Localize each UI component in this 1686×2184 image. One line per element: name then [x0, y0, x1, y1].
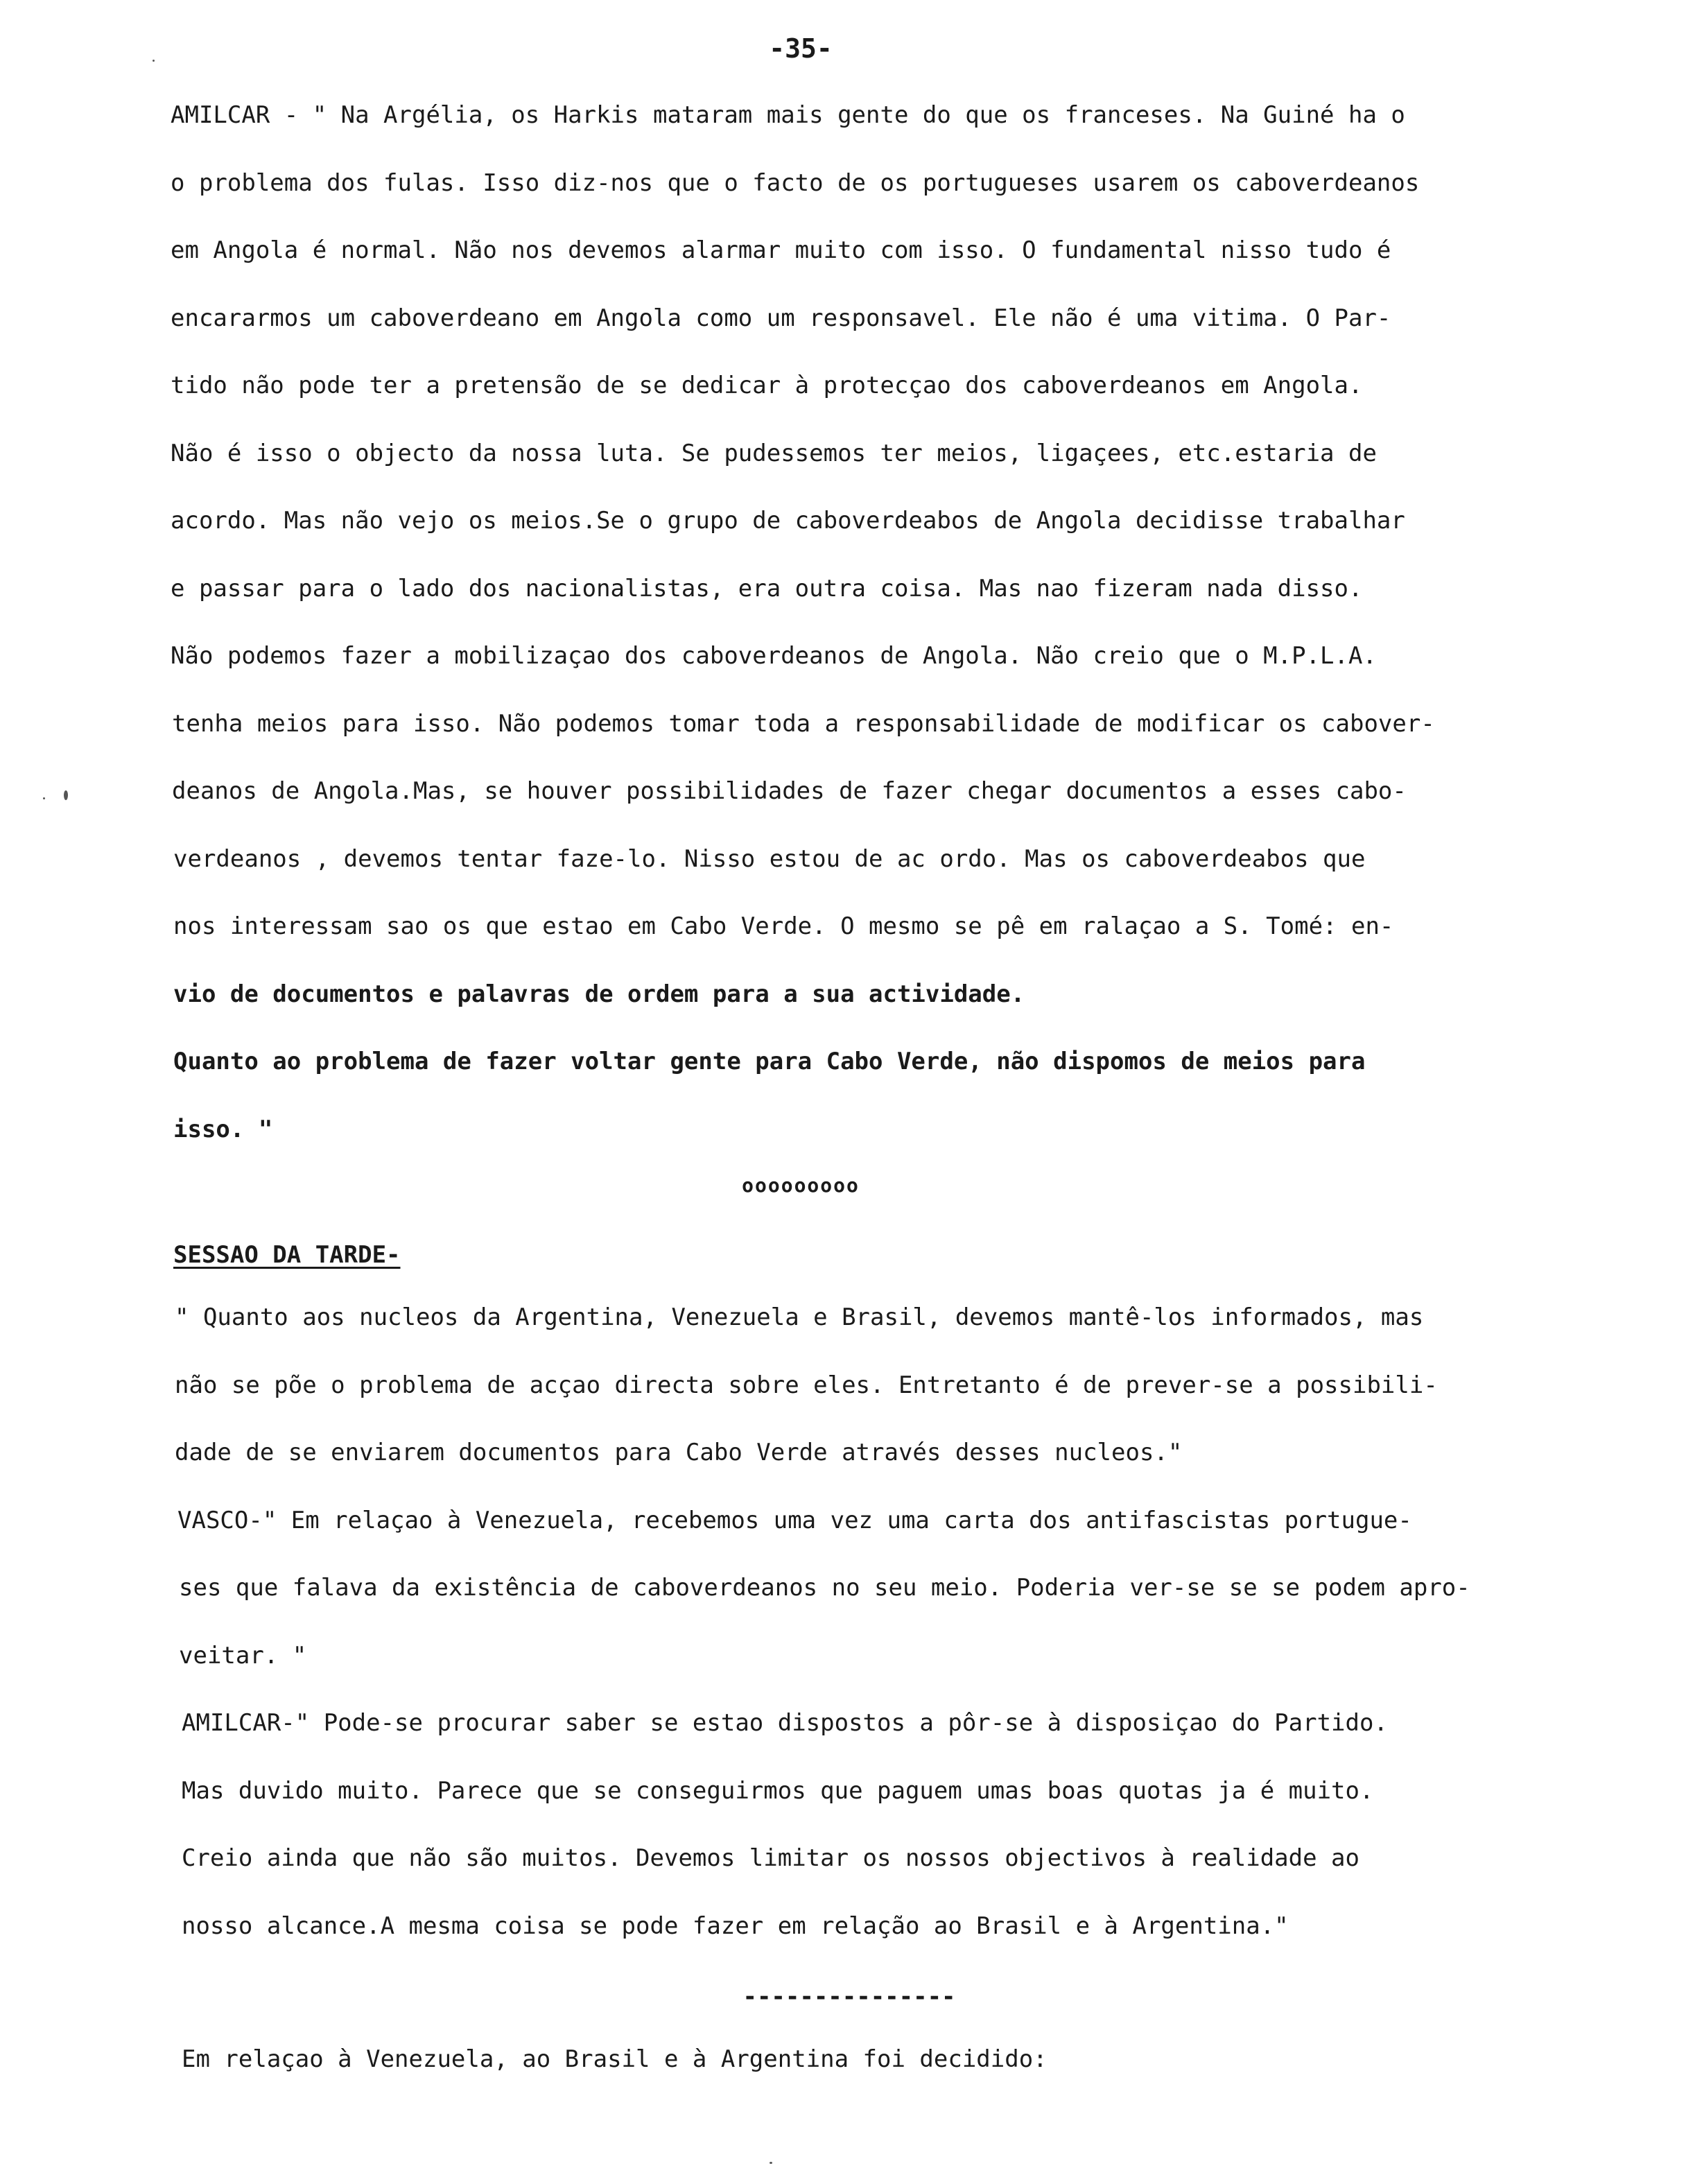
text-line: dade de se enviarem documentos para Cabo Verde através desses nucleos.": [175, 1439, 1183, 1466]
text-line: deanos de Angola.Mas, se houver possibilidades de fazer chegar documentos a esses cabo-: [172, 777, 1407, 805]
section-heading: SESSAO DA TARDE-: [173, 1241, 401, 1269]
closing-line: Em relaçao à Venezuela, ao Brasil e à Argentina foi decidido:: [182, 2045, 1048, 2073]
text-line: veitar. ": [179, 1641, 307, 1670]
page-number: -35-: [769, 33, 833, 64]
text-line: AMILCAR-" Pode-se procurar saber se estao dispostos a pôr-se à disposiçao do Partido.: [182, 1709, 1388, 1737]
text-line: o problema dos fulas. Isso diz-nos que o facto de os portugueses usarem os caboverdeanos: [171, 168, 1420, 197]
text-line: não se põe o problema de acçao directa sobre eles. Entretanto é de prever-se a possibili-: [175, 1371, 1438, 1399]
text-line: em Angola é normal. Não nos devemos alarmar muito com isso. O fundamental nisso tudo é: [171, 236, 1391, 264]
margin-mark: [64, 790, 68, 800]
text-line: nosso alcance.A mesma coisa se pode fazer em relação ao Brasil e à Argentina.": [182, 1912, 1289, 1940]
text-line: acordo. Mas não vejo os meios.Se o grupo de caboverdeabos de Angola decidisse trabalhar: [171, 507, 1405, 535]
text-line: encararmos um caboverdeano em Angola como um responsavel. Ele não é uma vitima. O Par-: [171, 304, 1391, 332]
text-line: Mas duvido muito. Parece que se conseguirmos que paguem umas boas quotas ja é muito.: [182, 1776, 1374, 1805]
text-line: nos interessam sao os que estao em Cabo Verde. O mesmo se pê em ralaçao a S. Tomé: en-: [173, 912, 1394, 940]
dots-separator: ooooooooo: [742, 1174, 860, 1197]
text-line: tido não pode ter a pretensão de se dedicar à protecçao dos caboverdeanos em Angola.: [171, 372, 1363, 399]
margin-mark: [770, 2162, 772, 2164]
text-line: Quanto ao problema de fazer voltar gente para Cabo Verde, não dispomos de meios para: [173, 1048, 1366, 1075]
margin-mark: [153, 60, 155, 62]
text-line: AMILCAR - " Na Argélia, os Harkis mataram mais gente do que os franceses. Na Guiné ha o: [171, 101, 1405, 129]
text-line: isso. ": [173, 1115, 273, 1143]
text-line: " Quanto aos nucleos da Argentina, Venezuela e Brasil, devemos mantê-los informados, mas: [175, 1303, 1424, 1331]
text-line: verdeanos , devemos tentar faze-lo. Nisso estou de ac ordo. Mas os caboverdeabos que: [173, 844, 1366, 873]
margin-mark: [43, 797, 45, 799]
text-line: VASCO-" Em relaçao à Venezuela, recebemos uma vez uma carta dos antifascistas portugue-: [177, 1506, 1412, 1534]
dashes-separator: ---------------: [742, 1983, 956, 2011]
text-line: Creio ainda que não são muitos. Devemos limitar os nossos objectivos à realidade ao: [182, 1844, 1359, 1872]
text-line: Não é isso o objecto da nossa luta. Se pudessemos ter meios, ligaçees, etc.estaria de: [171, 439, 1377, 467]
text-line: e passar para o lado dos nacionalistas, era outra coisa. Mas nao fizeram nada disso.: [171, 574, 1363, 603]
text-line: ses que falava da existência de caboverdeanos no seu meio. Poderia ver-se se se podem apro-: [179, 1574, 1470, 1602]
text-line: vio de documentos e palavras de ordem para a sua actividade.: [173, 980, 1025, 1008]
text-line: Não podemos fazer a mobilizaçao dos caboverdeanos de Angola. Não creio que o M.P.L.A.: [171, 642, 1377, 670]
text-line: tenha meios para isso. Não podemos tomar toda a responsabilidade de modificar os cabover-: [172, 709, 1435, 738]
